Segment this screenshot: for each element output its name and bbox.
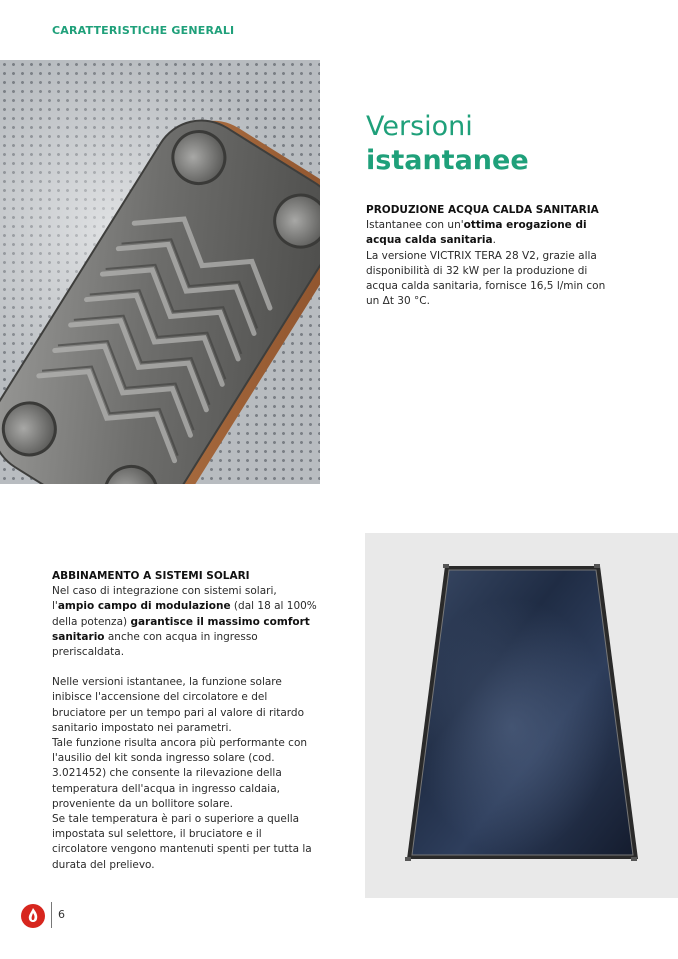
dhw-p1-pre: Istantanee con un' [366, 219, 464, 232]
dhw-paragraph-2: La versione VICTRIX TERA 28 V2, grazie alla disponibilità di 32 kW per la produzione di acqua calda sanitaria, fornisce 16,5 l/min con un Δt 30 °C. [366, 249, 606, 308]
dhw-paragraph-1 [366, 218, 616, 248]
dhw-subhead: PRODUZIONE ACQUA CALDA SANITARIA [366, 204, 599, 216]
solar-p1-b: ampio campo di modulazione [57, 600, 231, 613]
solar-p1-e: anche con acqua in ingresso preriscaldata. [52, 630, 258, 659]
section-title: CARATTERISTICHE GENERALI [52, 24, 235, 37]
solar-paragraph-2: Nelle versioni istantanee, la funzione solare inibisce l'accensione del circolatore e del bruciatore per un tempo pari al valore di ritardo sanitario impostato nei parametri. [52, 676, 305, 734]
dhw-p1-post: . [492, 234, 496, 247]
solar-p1-d: garantisce il massimo comfort sanitario [52, 615, 310, 643]
solar-paragraph-4: Se tale temperatura è pari o superiore a quella impostata sul selettore, il bruciatore e il circolatore vengono mantenuti spenti per tutta la durata del prelievo. [52, 813, 312, 871]
solar-systems-block [52, 569, 320, 873]
dhw-production-block [366, 203, 616, 309]
heat-exchanger-plate [0, 60, 320, 484]
footer-separator [51, 902, 52, 928]
page-number: 6 [58, 908, 65, 921]
solar-p1-a: Nel caso di integrazione con sistemi solari, l' [52, 585, 277, 613]
solar-paragraph-3: Tale funzione risulta ancora più performante con l'ausilio del kit sonda ingresso solare (cod. 3.021452) che consente la rilevazione della temperatura dell'acqua in ingresso caldaia, proveniente da un bollitore solare. [52, 737, 308, 810]
heat-exchanger-photo [0, 60, 320, 484]
heading-line-2: istantanee [366, 145, 529, 176]
flame-logo-icon [20, 903, 46, 929]
solar-p1-c: (dal 18 al 100% della potenza) [52, 600, 317, 628]
solar-subhead: ABBINAMENTO A SISTEMI SOLARI [52, 570, 250, 582]
solar-collector-panel [365, 533, 678, 898]
heading-line-1: Versioni [366, 111, 473, 142]
page-heading [366, 110, 529, 178]
solar-paragraph-1 [52, 584, 320, 660]
paragraph-gap [52, 660, 320, 675]
solar-collector-photo [365, 533, 678, 898]
dhw-p1-bold: ottima erogazione di acqua calda sanitaria [366, 219, 587, 247]
